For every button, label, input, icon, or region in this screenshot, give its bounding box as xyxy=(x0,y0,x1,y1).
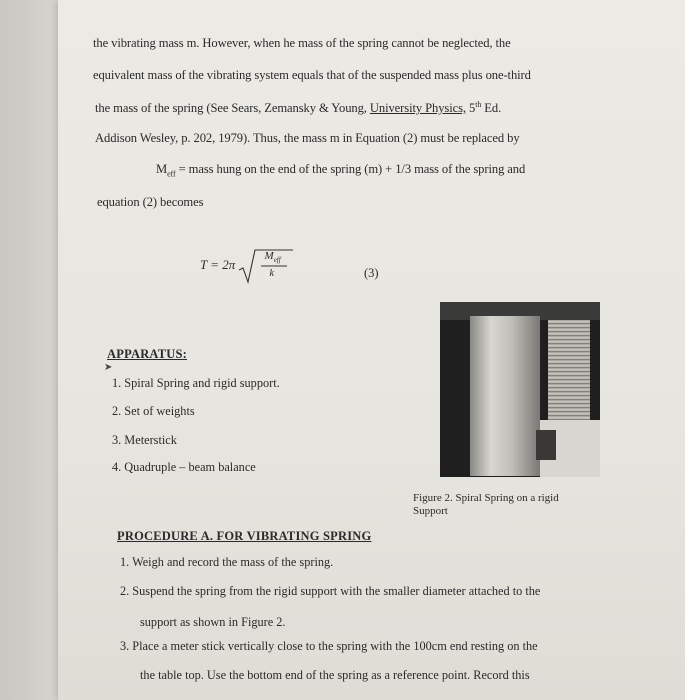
meff-symbol: M xyxy=(156,162,168,176)
spiral-spring xyxy=(548,320,590,420)
figure-2-photo xyxy=(440,302,600,477)
body-line-1: the vibrating mass m. However, when he mass of the spring cannot be neglected, the xyxy=(93,36,511,50)
procedure-line-5: the table top. Use the bottom end of the spring as a reference point. Record this xyxy=(140,668,530,682)
rigid-support-post xyxy=(470,316,540,476)
meff-sub: eff xyxy=(167,169,176,179)
procedure-line-1: 1. Weigh and record the mass of the spring. xyxy=(120,555,334,569)
cursor-icon: ➤ xyxy=(104,362,113,373)
body-line-3 xyxy=(95,100,501,116)
body-line-2: equivalent mass of the vibrating system equals that of the suspended mass plus one-third xyxy=(93,68,531,82)
support-clamp xyxy=(536,430,556,460)
body-line-6: equation (2) becomes xyxy=(97,195,204,209)
equation-3 xyxy=(200,248,293,284)
procedure-line-2: 2. Suspend the spring from the rigid support with the smaller diameter attached to the xyxy=(120,584,541,598)
caption-line-1: Figure 2. Spiral Spring on a rigid xyxy=(413,492,559,504)
formula-numerator: $M_{eff}$ xyxy=(264,250,281,265)
citation-edition-suffix: th xyxy=(475,100,482,109)
procedure-line-4: 3. Place a meter stick vertically close to the spring with the 100cm end resting on the xyxy=(120,639,538,653)
apparatus-item-3: 3. Meterstick xyxy=(112,433,177,447)
procedure-line-3: support as shown in Figure 2. xyxy=(140,615,286,629)
apparatus-item-1: 1. Spiral Spring and rigid support. xyxy=(112,376,280,390)
desk-background xyxy=(0,0,58,700)
body-line-5 xyxy=(156,162,525,179)
apparatus-item-4: 4. Quadruple – beam balance xyxy=(112,460,256,474)
body-line-4: Addison Wesley, p. 202, 1979). Thus, the mass m in Equation (2) must be replaced by xyxy=(95,131,520,145)
body-line-3-text: the mass of the spring (See Sears, Zemansky & Young, xyxy=(95,101,370,116)
formula-radical xyxy=(239,248,293,284)
citation-edition: 5 xyxy=(469,101,476,116)
citation-tail: Ed. xyxy=(481,101,502,116)
figure-2-caption xyxy=(413,492,559,518)
formula-lhs: T = 2π xyxy=(200,256,236,272)
apparatus-item-2: 2. Set of weights xyxy=(112,404,195,418)
caption-line-2: Support xyxy=(413,505,448,517)
formula-denominator: k xyxy=(269,268,274,279)
body-line-5-text: = mass hung on the end of the spring (m) + 1/3 mass of the spring and xyxy=(178,162,526,176)
citation-title: University Physics, xyxy=(369,101,466,116)
apparatus-heading: APPARATUS: xyxy=(107,347,188,361)
procedure-heading: PROCEDURE A. FOR VIBRATING SPRING xyxy=(117,529,372,543)
equation-number: (3) xyxy=(364,266,379,280)
